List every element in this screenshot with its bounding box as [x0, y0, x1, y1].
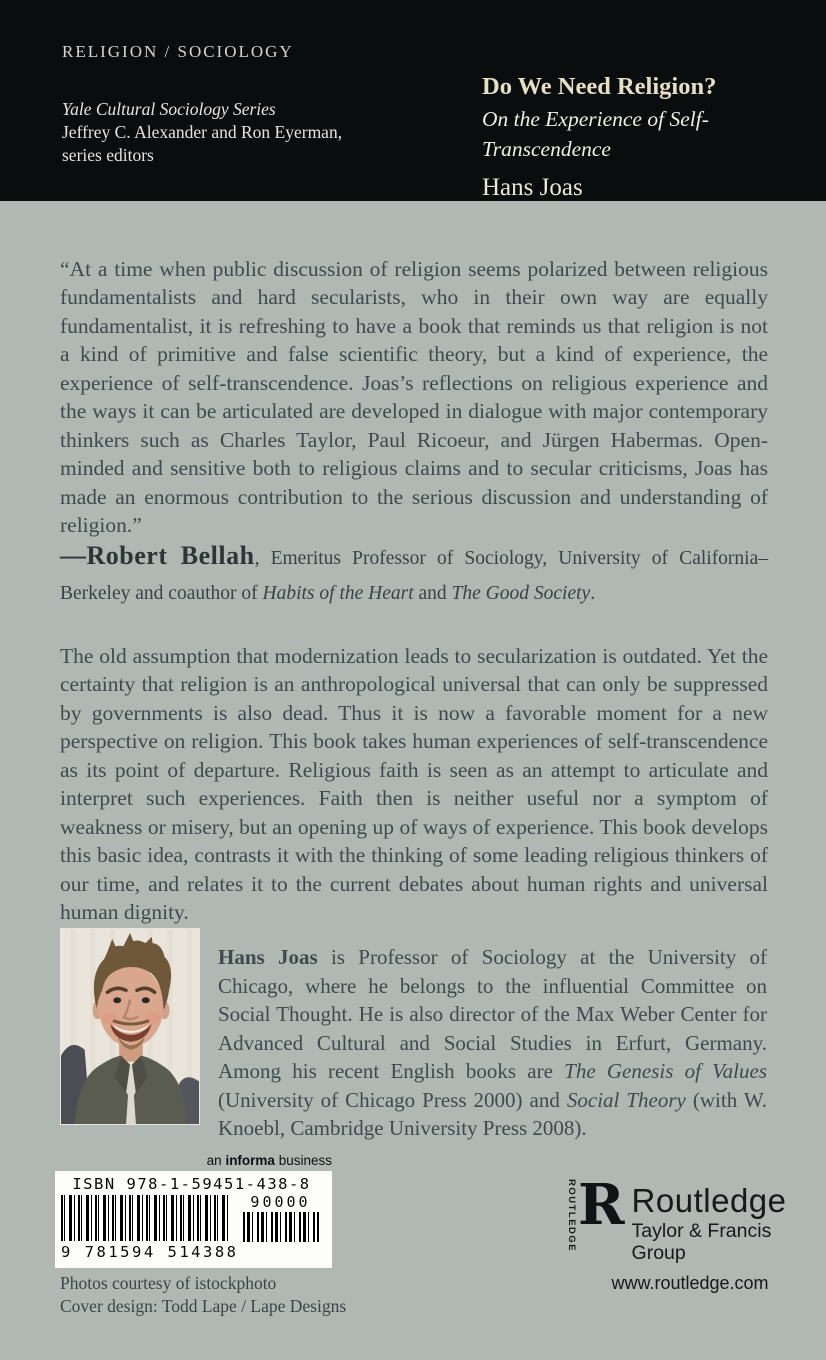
- header-band: [0, 0, 826, 201]
- routledge-vertical-text: ROUTLEDGE: [566, 1179, 577, 1253]
- barcode-bars: [61, 1195, 231, 1241]
- publisher-website: www.routledge.com: [611, 1273, 769, 1293]
- review-quote: “At a time when public discussion of religion seems polarized between religious fundamentalists and hard secularists, who in their own way are equally fundamentalist, it is refreshing to have a book that reminds us that religion is not a kind of primitive and false scientific theory, but a kind of experience, the experience of self-transcendence. Joas’s reflections on religious experience and the ways it can be articulated are developed in dialogue with major contemporary thinkers such as Charles Taylor, Paul Ricoeur, and Jürgen Habermas. Open-minded and sensitive both to religious claims and to secular criticisms, Joas has made an enormous contribution to the serious discussion and understanding of religion.”: [60, 256, 768, 537]
- supplement-bars: [243, 1212, 319, 1242]
- author-bio-text: Hans Joas is Professor of Sociology at the University of Chicago, where he belongs to the influential Committee on Social Thought. He is also director of the Max Weber Center for Advanced Cultural and Social Studies in Erfurt, Germany. Among his recent English books are The Genesis of Values (University of Chicago Press 2000) and Social Theory (with W. Knoebl, Cambridge University Press 2008).: [218, 945, 768, 1140]
- book-author: Hans Joas: [482, 174, 583, 201]
- publisher-block: [566, 1172, 814, 1294]
- price-code: 90000: [250, 1193, 311, 1211]
- credits: [60, 1272, 346, 1317]
- publisher-names: [632, 1184, 814, 1264]
- series-editors-label: series editors: [62, 145, 154, 165]
- book-subtitle: On the Experience of Self-Transcendence: [482, 107, 709, 161]
- design-credit: Cover design: Todd Lape / Lape Designs: [60, 1295, 347, 1316]
- author-photo: [60, 928, 200, 1125]
- publisher-name: Routledge: [631, 1182, 787, 1219]
- quote-attribution: —Robert Bellah, Emeritus Professor of Sociology, University of California–Berkeley and coauthor of Habits of the Heart and The Good Society.: [60, 540, 768, 604]
- series-editors: Jeffrey C. Alexander and Ron Eyerman,: [62, 122, 343, 142]
- publisher-group: Taylor & Francis Group: [631, 1220, 772, 1264]
- book-description: The old assumption that modernization leads to secularization is outdated. Yet the certainty that religion is an anthropological universal that can only be suppressed by governments is also dead. Thus it is now a favorable moment for a new perspective on religion. This book takes human experiences of self-transcendence as its point of departure. Religious faith is seen as an attempt to articulate and interpret such experiences. Faith then is neither useful nor a symptom of weakness or misery, but an opening up of ways of experience. This book develops this basic idea, contrasts it with the thinking of some leading religious thinkers of our time, and relates it to the current debates about human rights and universal human dignity.: [60, 643, 768, 924]
- isbn-digits: 9 781594 514388: [61, 1243, 239, 1261]
- series-name: Yale Cultural Sociology Series: [62, 99, 276, 119]
- isbn-barcode: [55, 1171, 332, 1268]
- routledge-logo: [566, 1172, 814, 1264]
- book-title: Do We Need Religion?: [482, 73, 717, 100]
- barcode-bars-area: [61, 1195, 322, 1242]
- title-block: [482, 72, 826, 203]
- routledge-r-icon: R: [578, 1172, 625, 1238]
- informa-label: an informa business: [206, 1153, 332, 1168]
- series-info: [62, 98, 342, 167]
- author-portrait-illustration: [61, 929, 199, 1124]
- isbn-label: ISBN 978-1-59451-438-8: [72, 1175, 311, 1193]
- photo-credit: Photos courtesy of istockphoto: [60, 1273, 277, 1293]
- category-label: RELIGION / SOCIOLOGY: [62, 42, 294, 61]
- barcode-supplement: [239, 1195, 322, 1242]
